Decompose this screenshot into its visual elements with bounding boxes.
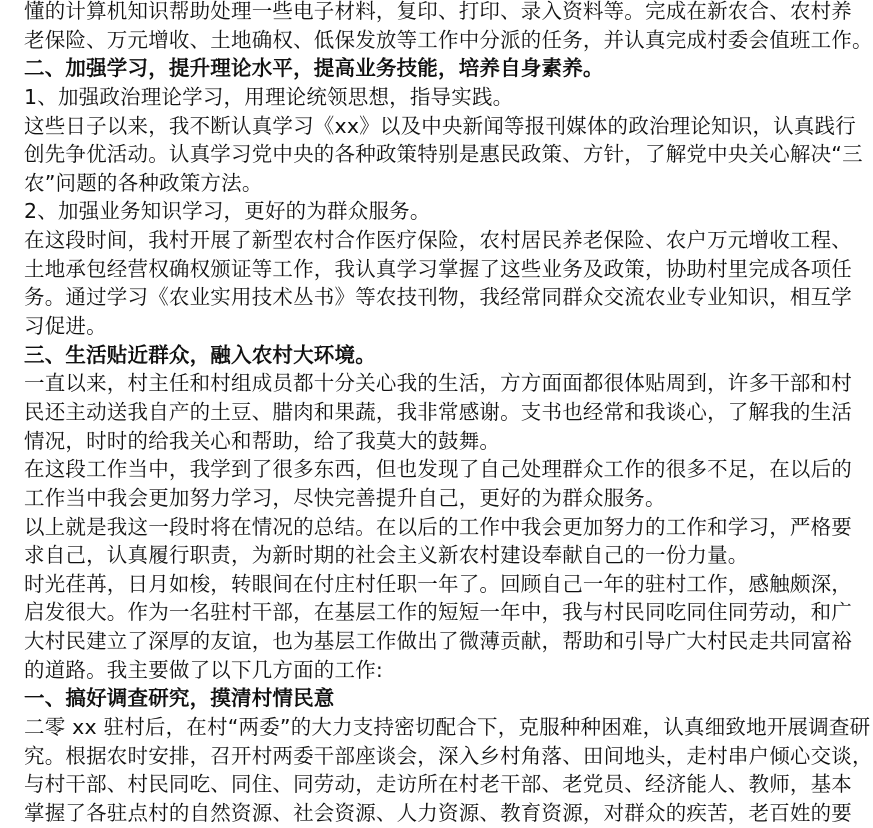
paragraph-line: 这些日子以来，我不断认真学习《xx》以及中央新闻等报刊媒体的政治理论知识，认真践行 xyxy=(24,113,856,138)
section-heading: 三、生活贴近群众，融入农村大环境。 xyxy=(24,342,376,367)
paragraph-line: 工作当中我会更加努力学习，尽快完善提升自己，更好的为群众服务。 xyxy=(24,485,666,510)
paragraph-line: 土地承包经营权确权颁证等工作，我认真学习掌握了这些业务及政策，协助村里完成各项任 xyxy=(24,256,852,281)
paragraph-line: 以上就是我这一段时将在情况的总结。在以后的工作中我会更加努力的工作和学习，严格要 xyxy=(24,514,852,539)
section-heading: 一、搞好调查研究，摸清村情民意 xyxy=(24,686,335,711)
paragraph-line: 务。通过学习《农业实用技术丛书》等农技刊物，我经常同群众交流农业专业知识，相互学 xyxy=(24,285,852,310)
paragraph-line: 一直以来，村主任和村组成员都十分关心我的生活，方方面面都很体贴周到，许多干部和村 xyxy=(24,371,852,396)
paragraph-line: 求自己，认真履行职责，为新时期的社会主义新农村建设奉献自己的一份力量。 xyxy=(24,543,749,568)
paragraph-line: 掌握了各驻点村的自然资源、社会资源、人力资源、教育资源，对群众的疾苦，老百姓的要 xyxy=(24,800,852,825)
paragraph-line: 1、加强政治理论学习，用理论统领思想，指导实践。 xyxy=(24,84,514,109)
paragraph-line: 民还主动送我自产的土豆、腊肉和果蔬，我非常感谢。支书也经常和我谈心，了解我的生活 xyxy=(24,399,852,424)
paragraph-line: 习促进。 xyxy=(24,314,107,339)
paragraph-line: 懂的计算机知识帮助处理一些电子材料，复印、打印、录入资料等。完成在新农合、农村养 xyxy=(24,0,852,23)
document-body xyxy=(24,0,873,828)
paragraph-line: 的道路。我主要做了以下几方面的工作: xyxy=(24,657,384,682)
paragraph-line: 老保险、万元增收、土地确权、低保发放等工作中分派的任务，并认真完成村委会值班工作。 xyxy=(24,27,873,52)
paragraph-line: 二零 xx 驻村后，在村“两委”的大力支持密切配合下，克服种种困难，认真细致地开展调查研 xyxy=(24,715,871,740)
paragraph-line: 在这段时间，我村开展了新型农村合作医疗保险，农村居民养老保险、农户万元增收工程、 xyxy=(24,228,852,253)
section-heading: 二、加强学习，提升理论水平，提高业务技能，培养自身素养。 xyxy=(24,56,604,81)
paragraph-line: 创先争优活动。认真学习党中央的各种政策特别是惠民政策、方针，了解党中央关心解决“三 xyxy=(24,142,863,167)
paragraph-line: 启发很大。作为一名驻村干部，在基层工作的短短一年中，我与村民同吃同住同劳动，和广 xyxy=(24,600,852,625)
paragraph-line: 大村民建立了深厚的友谊，也为基层工作做出了微薄贡献，帮助和引导广大村民走共同富裕 xyxy=(24,629,852,654)
paragraph-line: 究。根据农时安排，召开村两委干部座谈会，深入乡村角落、田间地头，走村串户倾心交谈， xyxy=(24,743,873,768)
paragraph-line: 在这段工作当中，我学到了很多东西，但也发现了自己处理群众工作的很多不足，在以后的 xyxy=(24,457,852,482)
paragraph-line: 2、加强业务知识学习，更好的为群众服务。 xyxy=(24,199,431,224)
paragraph-line: 农”问题的各种政策方法。 xyxy=(24,170,263,195)
paragraph-line: 与村干部、村民同吃、同住、同劳动，走访所在村老干部、老党员、经济能人、教师，基本 xyxy=(24,772,852,797)
paragraph-line: 时光荏苒，日月如梭，转眼间在付庄村任职一年了。回顾自己一年的驻村工作，感触颇深， xyxy=(24,571,852,596)
paragraph-line: 情况，时时的给我关心和帮助，给了我莫大的鼓舞。 xyxy=(24,428,501,453)
